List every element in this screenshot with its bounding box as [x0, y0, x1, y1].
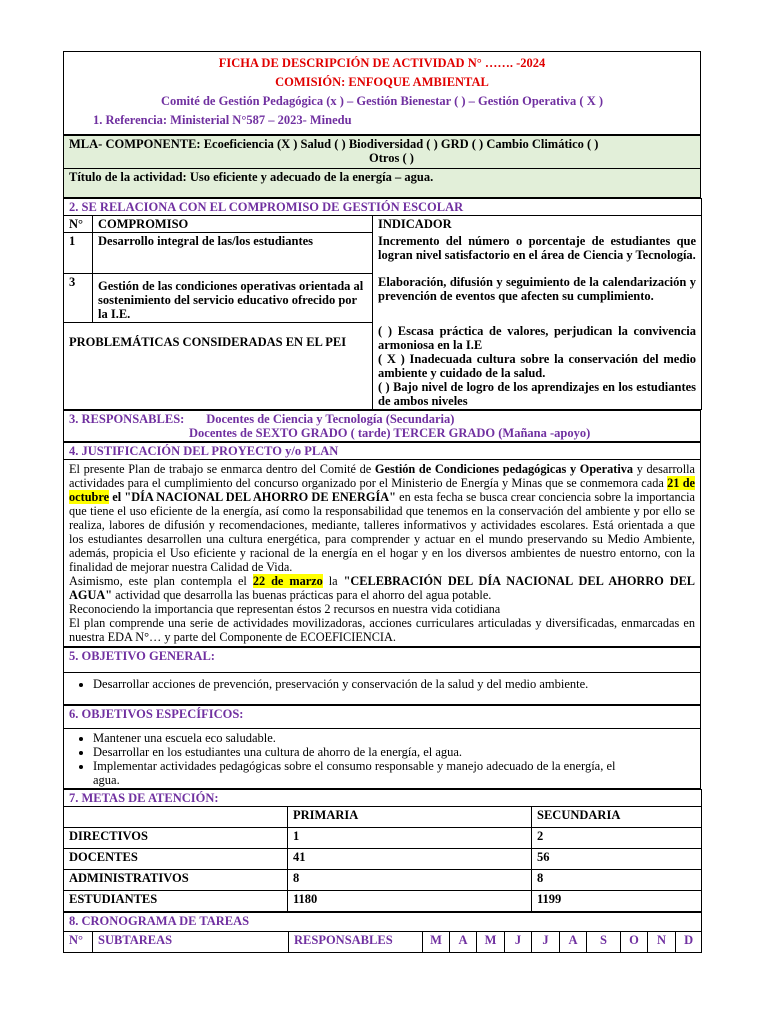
metas-empty-header: [64, 806, 288, 827]
col-header-primaria: PRIMARIA: [288, 806, 532, 827]
col-header-subtareas: SUBTAREAS: [93, 931, 289, 952]
section3-table: [63, 410, 701, 442]
component-cell: [64, 136, 701, 169]
responsables-line2: Docentes de SEXTO GRADO ( tarde) TERCER GRADO (Mañana -apoyo): [189, 425, 591, 440]
problem-2: ( X ) Inadecuada cultura sobre la conservación del medio ambiente y cuidado de la salud.: [378, 351, 697, 380]
responsables-cell: [64, 410, 701, 441]
metas-row-primaria: 1180: [288, 890, 532, 911]
highlight-date-march: 22 de marzo: [252, 573, 323, 588]
col-header-secundaria: SECUNDARIA: [532, 806, 702, 827]
objective-specific-item: • Desarrollar en los estudiantes una cultura de ahorro de la energía, el agua.: [93, 745, 695, 759]
metas-row-secundaria: 1199: [532, 890, 702, 911]
justification-p4: El plan comprende una serie de actividades movilizadoras, acciones curriculares articuladas y diversificadas, enmarcadas en nuestra EDA N°… y parte del Componente de ECOEFICIENCIA.: [69, 615, 695, 644]
row2-indicador: Elaboración, difusión y seguimiento de la calendarización y prevención de eventos que afecten su cumplimiento.: [373, 274, 702, 323]
row1-compromiso: Desarrollo integral de las/los estudiantes: [93, 233, 373, 274]
problem-1: ( ) Escasa práctica de valores, perjudican la convivencia armoniosa en la I.E: [378, 323, 697, 352]
section6-title: 6. OBJETIVOS ESPECÍFICOS:: [64, 705, 701, 728]
objective-specific-item: • Mantener una escuela eco saludable.: [93, 731, 695, 745]
objective-specific-item: • Implementar actividades pedagógicas sobre el consumo responsable y manejo adecuado de la energía, el agua.: [93, 759, 695, 787]
committees-line: Comité de Gestión Pedagógica (x ) – Gestión Bienestar ( ) – Gestión Operativa ( X ): [160, 94, 604, 108]
metas-row-primaria: 1: [288, 827, 532, 848]
section5-title: 5. OBJETIVO GENERAL:: [64, 647, 701, 672]
justification-text: [64, 459, 701, 646]
problems-list: [373, 323, 702, 410]
objectives-specific-cell: [64, 728, 701, 788]
month-header: A: [560, 931, 587, 952]
month-header: A: [450, 931, 477, 952]
row2-num: 3: [64, 274, 93, 323]
sheet-title: FICHA DE DESCRIPCIÓN DE ACTIVIDAD N° ……. -2024: [218, 56, 546, 70]
col-header-responsables: RESPONSABLES: [289, 931, 423, 952]
metas-row-label: DOCENTES: [64, 848, 288, 869]
section8-title: 8. CRONOGRAMA DE TAREAS: [64, 912, 702, 931]
metas-row-primaria: 8: [288, 869, 532, 890]
justification-p2: Asimismo, este plan contempla el 22 de marzo la "CELEBRACIÓN DEL DÍA NACIONAL DEL AHORRO DEL AGUA" actividad que desarrolla las buenas prácticas para el ahorro del agua potable.: [69, 573, 696, 602]
month-header: J: [505, 931, 532, 952]
month-header: N: [648, 931, 676, 952]
month-header: O: [621, 931, 648, 952]
month-header: D: [676, 931, 702, 952]
metas-row-primaria: 41: [288, 848, 532, 869]
section4-title: 4. JUSTIFICACIÓN DEL PROYECTO y/o PLAN: [64, 442, 701, 459]
section7-table: [63, 789, 702, 912]
header-cell: [64, 52, 701, 135]
month-header: M: [423, 931, 450, 952]
objective-general: • Desarrollar acciones de prevención, preservación y conservación de la salud y del medio ambiente.: [93, 677, 695, 691]
component-table: [63, 135, 701, 198]
section8-table: [63, 912, 702, 953]
section5-table: [63, 647, 701, 705]
row2-compromiso: Gestión de las condiciones operativas orientada al sostenimiento del servicio educativo ofrecido por la I.E.: [93, 274, 373, 323]
reference-line: 1. Referencia: Ministerial N°587 – 2023- Minedu: [93, 113, 352, 127]
month-header: M: [477, 931, 505, 952]
section2-title: 2. SE RELACIONA CON EL COMPROMISO DE GESTIÓN ESCOLAR: [64, 199, 702, 216]
row1-num: 1: [64, 233, 93, 274]
responsables-label: 3. RESPONSABLES:: [69, 411, 185, 426]
month-header: J: [532, 931, 560, 952]
metas-row-label: ESTUDIANTES: [64, 890, 288, 911]
component-line: MLA- COMPONENTE: Ecoeficiencia (X ) Salud ( ) Biodiversidad ( ) GRD ( ) Cambio Climático ( ): [69, 137, 599, 151]
metas-row-secundaria: 8: [532, 869, 702, 890]
col-header-num: N°: [64, 216, 93, 233]
col-header-compromiso: COMPROMISO: [93, 216, 373, 233]
objective-general-cell: [64, 672, 701, 704]
justification-p1: El presente Plan de trabajo se enmarca dentro del Comité de Gestión de Condiciones pedagógicas y Operativa y desarrolla actividades para el cumplimiento del concurso organizado por el Ministerio de Energía y Minas que se conmemora cada 21 de octubre el "DÍA NACIONAL DEL AHORRO DE ENERGÍA" en esta fecha se busca crear conciencia sobre la importancia que tiene el uso eficiente de la energía, así como la responsabilidad que tenemos en la conservación del ambiente y por ello se realiza, labores de difusión y recomendaciones, mediante, talleres informativos y actividades escolares. Está orientada a que los estudiantes desarrollen una cultura energética, para comprender y actuar en el mundo preservando su Medio Ambiente, además, propicia el Uso eficiente y racional de la energía en el hogar y en los diversos ambientes de nuestro entorno, con la finalidad de mejorar nuestra Calidad de Vida.: [69, 461, 696, 574]
justification-p3: Reconociendo la importancia que representan éstos 2 recursos en nuestra vida cotidiana: [69, 601, 501, 616]
responsables-line1: Docentes de Ciencia y Tecnología (Secundaria): [206, 411, 455, 426]
section6-table: [63, 705, 701, 789]
metas-row-label: ADMINISTRATIVOS: [64, 869, 288, 890]
header-table: [63, 51, 701, 135]
activity-sheet: [63, 51, 701, 953]
highlight-date-october: 21 de octubre: [69, 475, 696, 504]
activity-title: Título de la actividad: Uso eficiente y adecuado de la energía – agua.: [64, 169, 701, 198]
row1-indicador: Incremento del número o porcentaje de estudiantes que logran nivel satisfactorio en el área de Ciencia y Tecnología.: [373, 233, 702, 274]
commission-title: COMISIÓN: ENFOQUE AMBIENTAL: [275, 75, 489, 89]
metas-row-secundaria: 56: [532, 848, 702, 869]
metas-row-label: DIRECTIVOS: [64, 827, 288, 848]
component-others: Otros ( ): [369, 151, 414, 165]
section2-table: [63, 198, 702, 410]
section4-table: [63, 442, 701, 647]
problems-label: PROBLEMÁTICAS CONSIDERADAS EN EL PEI: [64, 323, 373, 410]
month-header: S: [587, 931, 621, 952]
col-header-indicador: INDICADOR: [373, 216, 702, 233]
section7-title: 7. METAS DE ATENCIÓN:: [64, 789, 702, 806]
metas-row-secundaria: 2: [532, 827, 702, 848]
problem-3: ( ) Bajo nivel de logro de los aprendizajes en los estudiantes de ambos niveles: [378, 379, 697, 408]
col-header-num: N°: [64, 931, 93, 952]
